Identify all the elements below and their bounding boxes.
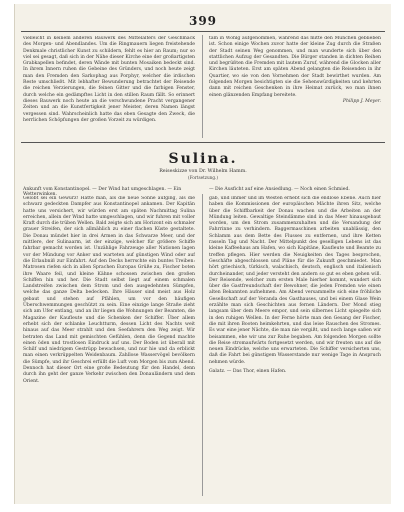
column-divider <box>202 35 203 138</box>
top-left-column <box>23 36 195 138</box>
top-right-text: tam in Wohlg aufgenommen, während das mitte den München geblieben ist. Schon einige Wochen zuvor hatte der kleine Zug durch die Straßen der Stadt seinen Weg genommen, und man wunderte sich über den stattlichen Aufzug der Gesandten. Die Bürger standen in dichten Reihen und begrüßten die Fremden mit lautem Zuruf, während die Glocken aller Kirchen läuteten. Erst am späten Abend gelangten die Reisenden in ihr Quartier, wo sie von den Vornehmen der Stadt bewirthet wurden. Am folgenden Morgen besichtigten sie die Sehenswürdigkeiten und kehrten dann mit reichen Geschenken in ihre Heimat zurück, wo man ihnen einen glänzenden Empfang bereitete. <box>209 36 381 98</box>
author-signature: Philipp J. Meyer. <box>342 98 381 104</box>
section-rule <box>21 142 385 143</box>
article-title: Sulina. <box>168 151 238 167</box>
chapter-summary-right: — Die Ausficht auf eine Ansiedlung. — Noch einen Schmied. <box>209 187 350 192</box>
article-subtitle: Reiseskizze von Dr. Wilhelm Hamm. <box>159 169 247 174</box>
page-number: 399 <box>188 14 218 28</box>
top-right-column <box>209 36 381 138</box>
header-rule <box>21 31 385 32</box>
column-divider <box>202 194 203 496</box>
article-continuation-note: (Fortsetzung.) <box>187 175 219 180</box>
newspaper-page <box>14 4 391 504</box>
article-right-tail: Galatz. — Das Thor, einen Hafen. <box>209 369 287 375</box>
article-left-text: Gelobt sei ein Gewürz! Hatte man, als die neue Sonne aufging, als die schwarz gedeckten Dampfer aus Konstantinopel ankamen. Der Kapitän hatte uns versichert, wir würden erst am späten Nachmittag Sulina erreichen, allein der Wind hatte umgeschlagen, und wir fuhren mit voller Kraft durch die trüben Wellen. Bald zeigte sich am Horizont ein schmaler grauer Streifen, der sich allmählich zu einer flachen Küste gestaltete. Die Donau mündet hier in drei Armen in das Schwarze Meer, und der mittlere, der Sulinaarm, ist der einzige, welcher für größere Schiffe fahrbar gemacht worden ist. Unzählige Fahrzeuge aller Nationen lagen vor der Mündung vor Anker und warteten auf günstigen Wind oder auf die Erlaubniß zur Einfahrt. Auf den Decks herrschte ein buntes Treiben: Matrosen riefen sich in allen Sprachen Europas Grüße zu, Fischer boten ihre Waare feil, und kleine Kähne schossen zwischen den großen Schiffen hin und her. Die Stadt selbst liegt auf einem schmalen Landstreifen zwischen dem Strom und den ausgedehnten Sümpfen, welche das ganze Delta bedecken. Ihre Häuser sind meist aus Holz gebaut und stehen auf Pfählen, um vor den häufigen Überschwemmungen geschützt zu sein. Eine einzige lange Straße zieht sich am Ufer entlang, und an ihr liegen die Wohnungen der Beamten, die Magazine der Kaufleute und die Schenken der Schiffer. Über allem erhebt sich der schlanke Leuchtturm, dessen Licht des Nachts weit hinaus auf das Meer strahlt und den Seefahrern den Weg zeigt. Wir betraten das Land mit gemischten Gefühlen, denn die Gegend machte einen öden und trostlosen Eindruck auf uns. Der Boden ist überall mit Schilf und niedrigem Gestrüpp bewachsen, und nur hie und da erblickt man einen verkrüppelten Weidenbaum. Zahllose Wasservögel bevölkern die Sümpfe, und ihr Geschrei erfüllt die Luft vom Morgen bis zum Abend. Dennoch hat dieser Ort eine große Bedeutung für den Handel, denn durch ihn geht der ganze Verkehr zwischen den Donauländern und dem Orient. <box>23 196 195 384</box>
article-right-column <box>209 196 381 496</box>
article-left-column <box>23 196 195 496</box>
chapter-summary-left: Ankunft vom Konstantinopel. — Der Wind hat umgeschlagen. — Ein Wetterwinken. <box>23 187 182 197</box>
top-left-text: vielleicht in keinem anderen Bauwerk des Mittelalters der Geschmack des Morgen- und Abendlandes. Um die Ringmauern liegen freistehende Denkmale christlicher Kunst zu schildern, fehlt es hier an Raum; nur so viel sei gesagt, daß sich in der Nähe dieser Kirche eine der großartigsten Grabkapellen befindet, deren Wände mit bunten Mosaiken bedeckt sind. In ihrem Innern ruhen die Gebeine des Gründers, und noch heute zeigt man den Fremden den Sarkophag aus Porphyr, welcher die irdischen Reste umschließt. Mit lebhafter Bewunderung betrachtet der Reisende die reichen Verzierungen, die feinen Gitter und die farbigen Fenster, durch welche ein gedämpftes Licht in den stillen Raum fällt. So erinnert dieses Bauwerk noch heute an die verschwundene Pracht vergangener Zeiten und an die Kunstfertigkeit jener Meister, deren Namen längst vergessen sind. Wahrscheinlich hatte das eben Gesagte den Zweck, die herrlichen Schöpfungen der großen Vorzeit zu würdigen. <box>23 36 195 123</box>
article-right-text: gab, und immer und im Westen erhebt sich die endlose Ebene. Auch hier haben die Kommissionen der europäischen Mächte ihren Sitz, welche über die Schiffbarkeit der Donau wachen und die Arbeiten an der Mündung leiten. Gewaltige Steindämme sind in das Meer hinausgebaut worden, um den Strom zusammenzuhalten und die Versandung der Fahrrinne zu verhindern. Baggermaschinen arbeiten unablässig, den Schlamm aus dem Bette des Flusses zu entfernen, und ihre Ketten rasseln Tag und Nacht. Der Mittelpunkt des geselligen Lebens ist das kleine Kaffeehaus am Hafen, wo sich Kapitäne, Kaufleute und Beamte zu treffen pflegen. Hier werden die Neuigkeiten des Tages besprochen, Geschäfte abgeschlossen und Pläne für die Zukunft geschmiedet. Man hört griechisch, türkisch, walachisch, deutsch, englisch und italienisch durcheinander, und jeder versteht den andern so gut es eben gehen will. Der Reisende, welcher zum ersten Male hierher kommt, wundert sich über die Gastfreundschaft der Bewohner, die jeden Fremden wie einen alten Bekannten aufnehmen. Am Abend versammelte sich eine fröhliche Gesellschaft auf der Veranda des Gasthauses, und bei einem Glase Wein erzählte man sich Geschichten aus fernen Ländern. Der Mond stieg langsam über dem Meere empor, und sein silbernes Licht spiegelte sich in den ruhigen Wellen. In der Ferne hörte man den Gesang der Fischer, die mit ihren Booten heimkehrten, und das leise Rauschen des Stromes. Es war eine jener Nächte, die man nie vergißt, und noch lange saßen wir beisammen, ehe wir uns zur Ruhe begaben. Am folgenden Morgen sollte die Reise stromaufwärts fortgesetzt werden, und wir freuten uns auf die neuen Eindrücke, welche uns erwarteten. Die Schiffer versicherten uns, daß die Fahrt bei günstigem Wasserstande nur wenige Tage in Anspruch nehmen würde. <box>209 196 381 365</box>
